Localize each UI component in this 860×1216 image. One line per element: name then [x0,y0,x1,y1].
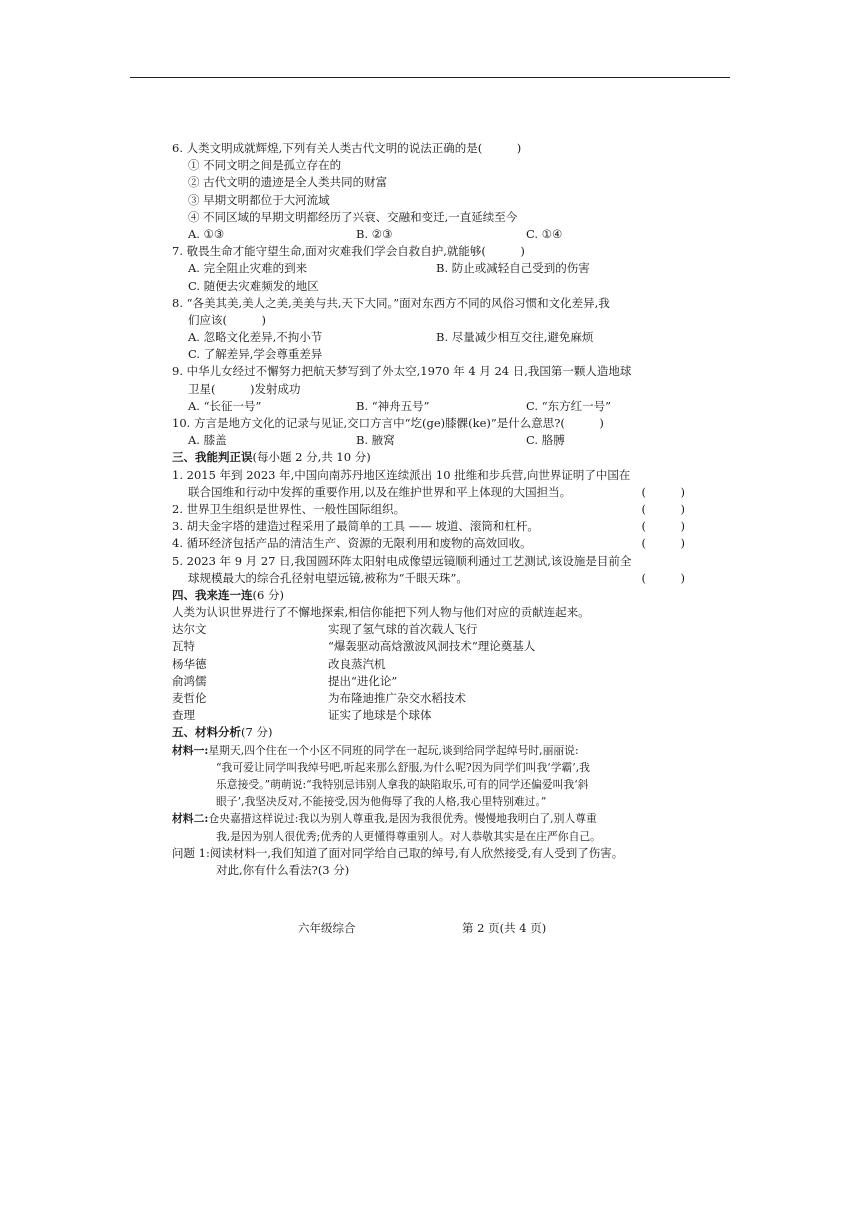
q6-options [172,226,687,243]
option-b: B. 防止或减轻自己受到的伤害 [436,261,590,276]
match-row [172,621,687,638]
material-1-line: 乐意接受。”萌萌说:“我特别忌讳别人拿我的缺陷取乐,可有的同学还偏爱叫我‘斜 [216,777,589,791]
match-person[interactable]: 麦哲伦 [172,691,207,705]
q9-stem: 9. 中华儿女经过不懈努力把航天梦写到了外太空,1970 年 4 月 24 日,我国第一颗人造地球 [172,364,632,379]
q6-item: ④ 不同区域的早期文明都经历了兴衰、交融和变迁,一直延续至今 [188,209,518,224]
match-row [172,638,687,655]
q8-stem-cont: 们应该( ) [188,312,266,327]
tf-item-2 [172,501,687,518]
q6-item: ① 不同文明之间是孤立存在的 [188,158,342,173]
q7-stem: 7. 敬畏生命才能守望生命,面对灾难我们学会自救自护,就能够( ) [172,244,525,259]
tf-item-1-cont [172,484,687,501]
answer-paren: ( ) [641,501,685,516]
material-1-text: 星期天,四个住在一个小区不同班的同学在一起玩,谈到给同学起绰号时,丽丽说: [208,743,579,757]
option-c: C. 了解差异,学会尊重差异 [188,347,323,362]
tf-item-4 [172,535,687,552]
option-b: B. 腋窝 [356,433,395,448]
tf-item-3-text: 3. 胡夫金字塔的建造过程采用了最简单的工具 —— 坡道、滚筒和杠杆。 [172,519,539,534]
answer-paren: ( ) [641,536,685,551]
tf-item-1-text: 联合国维和行动中发挥的重要作用,以及在维护世界和平上体现的大国担当。 [188,484,572,499]
match-contribution[interactable]: 证实了地球是个球体 [328,708,432,723]
q8-stem: 8. “各美其美,美人之美,美美与共,天下大同。”面对东西方不同的风俗习惯和文化差异,我 [172,295,610,310]
match-contribution[interactable]: “爆轰驱动高焓激波风洞技术”理论奠基人 [328,639,536,654]
material-1-line [172,742,687,759]
q6-item: ③ 早期文明都位于大河流域 [188,192,330,207]
section-5-score: (7 分) [241,725,273,740]
answer-paren: ( ) [641,519,685,534]
q9-options [172,398,687,415]
match-contribution[interactable]: 实现了氢气球的首次载人飞行 [328,622,478,637]
question-1-cont: 对此,你有什么看法?(3 分) [216,862,350,877]
answer-paren: ( ) [641,484,685,499]
page-content [172,140,687,879]
section-4-intro: 人类为认识世界进行了不懈地探索,相信你能把下列人物与他们对应的贡献连起来。 [172,605,590,620]
material-2-line [172,810,687,827]
top-rule [130,77,730,78]
q10-options [172,432,687,449]
q6-item: ② 古代文明的遗迹是全人类共同的财富 [188,175,388,190]
material-1-line: 眼子’,我坚决反对,不能接受,因为他侮辱了我的人格,我心里特别难过。” [216,795,547,809]
q7-options [172,260,687,277]
match-person[interactable]: 杨华德 [172,656,207,671]
tf-item-5: 5. 2023 年 9 月 27 日,我国圆环阵太阳射电成像望远镜顺利通过工艺测试,该设施是目前全 [172,553,632,568]
tf-item-5-text: 球规模最大的综合孔径射电望远镜,被称为“千眼天珠”。 [188,570,468,585]
option-b: B. “神舟五号” [356,398,430,413]
section-5-title: 五、材料分析 [172,725,241,740]
match-row [172,707,687,724]
tf-item-4-text: 4. 循环经济包括产品的清洁生产、资源的无限利用和废物的高效回收。 [172,536,532,551]
option-a: A. “长征一号” [188,398,262,413]
footer-page-number: 第 2 页(共 4 页) [462,921,547,935]
match-row [172,690,687,707]
option-c: C. “东方红一号” [526,398,611,413]
tf-item-5-cont [172,570,687,587]
q9-stem-cont: 卫星( )发射成功 [188,381,301,396]
option-a: A. 膝盖 [188,433,227,448]
q8-options [172,329,687,346]
match-row [172,656,687,673]
match-contribution[interactable]: 提出“进化论” [328,673,398,688]
q10-stem: 10. 方言是地方文化的记录与见证,交口方言中“圪(ge)膝髁(ke)”是什么意思?( ) [172,416,604,430]
material-2 [172,810,687,844]
section-3-score: (每小题 2 分,共 10 分) [252,450,371,465]
option-b: B. ②③ [356,226,393,241]
match-person[interactable]: 瓦特 [172,639,195,654]
section-4-score: (6 分) [252,587,284,602]
section-4-heading [172,587,687,604]
material-2-label: 材料二: [172,812,209,826]
footer-subject: 六年级综合 [298,921,356,935]
material-1-line: “我可爱让同学叫我绰号吧,听起来那么舒服,为什么呢?因为同学们叫我‘学霸’,我 [216,760,590,774]
option-a: A. 完全阻止灾难的到来 [188,261,308,276]
question-1: 问题 1:阅读材料一,我们知道了面对同学给自己取的绰号,有人欣然接受,有人受到了伤害。 [172,845,624,860]
q6-stem: 6. 人类文明成就辉煌,下列有关人类古代文明的说法正确的是( ) [172,141,522,155]
section-3-heading [172,449,687,466]
section-4-title: 四、我来连一连 [172,587,253,602]
option-b: B. 尽量减少相互交往,避免麻烦 [436,330,594,345]
material-2-text: 仓央嘉措这样说过:我以为别人尊重我,是因为我很优秀。慢慢地我明白了,别人尊重 [208,812,597,826]
answer-paren: ( ) [641,570,685,585]
option-a: A. 忽略文化差异,不拘小节 [188,330,323,345]
match-contribution[interactable]: 改良蒸汽机 [328,656,386,671]
tf-item-1: 1. 2015 年到 2023 年,中国向南苏丹地区连续派出 10 批维和步兵营,向世界证明了中国在 [172,467,631,482]
option-a: A. ①③ [188,226,225,241]
option-c: C. 随便去灾难频发的地区 [188,278,319,293]
match-person[interactable]: 俞鸿儒 [172,673,207,688]
section-5-heading [172,724,687,741]
material-2-line: 我,是因为别人很优秀;优秀的人更懂得尊重别人。对人恭敬其实是在庄严你自己。 [216,829,601,843]
option-c: C. ①④ [526,226,563,241]
match-person[interactable]: 达尔文 [172,622,207,637]
match-person[interactable]: 查理 [172,708,195,723]
match-row [172,673,687,690]
tf-item-2-text: 2. 世界卫生组织是世界性、一般性国际组织。 [172,501,406,516]
material-1-label: 材料一: [172,743,209,757]
material-1 [172,742,687,811]
tf-item-3 [172,518,687,535]
section-3-title: 三、我能判正误 [172,450,253,465]
option-c: C. 胳膊 [526,433,565,448]
match-contribution[interactable]: 为布隆迪推广杂交水稻技术 [328,691,466,705]
